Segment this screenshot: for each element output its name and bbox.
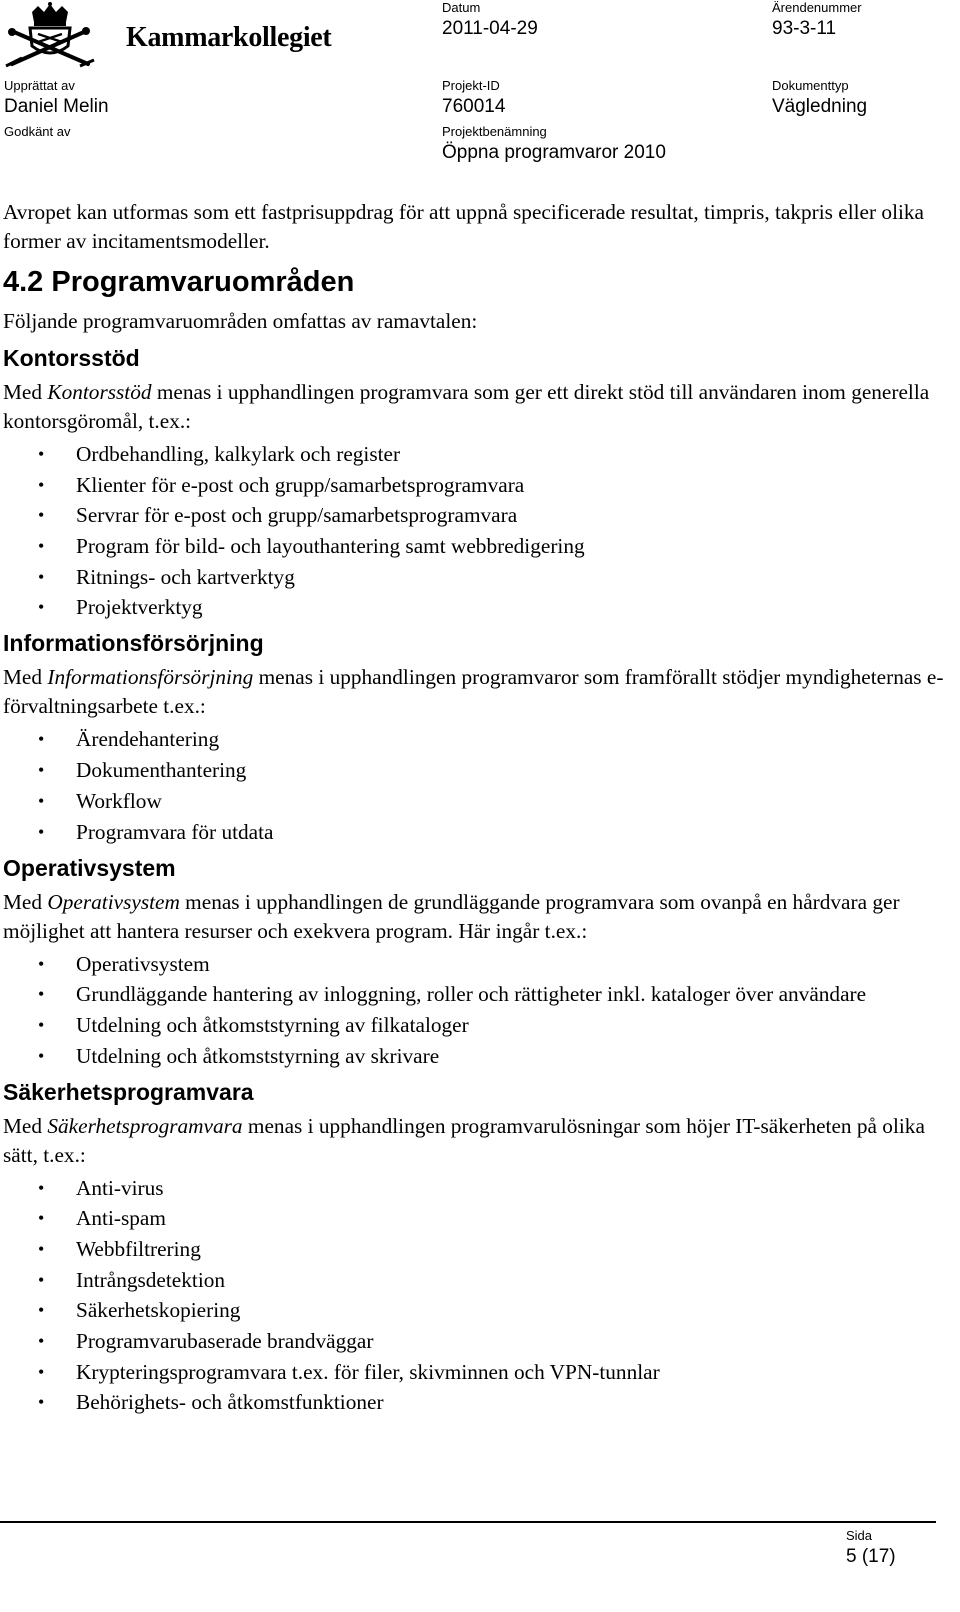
- area-sakerhetsprogramvara: [3, 1076, 953, 1417]
- area-list: [3, 950, 953, 1070]
- list-item: • Klienter för e-post och grupp/samarbetsprogramvara: [3, 471, 953, 499]
- dokumenttyp-label: Dokumenttyp: [772, 78, 849, 93]
- list-item: • Krypteringsprogramvara t.ex. för filer, skivminnen och VPN-tunnlar: [3, 1358, 953, 1386]
- projekt-id-field: [442, 78, 505, 118]
- godkant-field: [4, 124, 71, 139]
- list-item: • Ritnings- och kartverktyg: [3, 563, 953, 591]
- godkant-label: Godkänt av: [4, 124, 71, 139]
- area-heading: Informationsförsörjning: [3, 630, 264, 657]
- list-item: • Intrångsdetektion: [3, 1266, 953, 1294]
- upprattat-value: Daniel Melin: [4, 96, 109, 117]
- kammarkollegiet-logo: [4, 2, 344, 70]
- desc-term: Informationsförsörjning: [47, 665, 254, 690]
- datum-value: 2011-04-29: [442, 18, 538, 39]
- area-informationsforsorjning: [3, 627, 953, 845]
- dokumenttyp-field: [772, 78, 867, 118]
- intro-paragraph: Avropet kan utformas som ett fastprisuppdrag för att uppnå specificerade resultat, timpris, takpris eller olika former av incitamentsmodeller.: [3, 200, 925, 253]
- projekt-id-label: Projekt-ID: [442, 78, 500, 93]
- document-header: [0, 0, 960, 190]
- desc-text: menas i upphandlingen de grundläggande programvara som ovanpå en hårdvara ger möjlighet att hantera resurser och exekvera program. Här ingår t.ex.:: [3, 889, 900, 943]
- list-item: • Projektverktyg: [3, 593, 953, 621]
- arendenummer-value: 93-3-11: [772, 18, 837, 39]
- list-item: • Servrar för e-post och grupp/samarbetsprogramvara: [3, 501, 953, 529]
- area-description: [3, 663, 953, 721]
- desc-text: Med: [3, 889, 48, 914]
- arendenummer-field: [772, 0, 862, 40]
- list-item: • Program för bild- och layouthantering samt webbredigering: [3, 532, 953, 560]
- desc-text: menas i upphandlingen programvaror som framförallt stödjer myndigheternas e-förvaltningsarbete t.ex.:: [3, 665, 944, 719]
- area-list: [3, 725, 953, 845]
- document-body: [3, 198, 953, 1419]
- desc-text: menas i upphandlingen programvara som ger ett direkt stöd till användaren inom generella kontorsgöromål, t.ex.:: [3, 380, 930, 433]
- sida-label: Sida: [846, 1528, 873, 1543]
- projekt-id-value: 760014: [442, 96, 506, 117]
- area-description: [3, 1112, 953, 1170]
- section-intro: Följande programvaruområden omfattas av ramavtalen:: [3, 309, 478, 333]
- logo-wordmark: Kammarkollegiet: [126, 22, 332, 53]
- list-item: • Dokumenthantering: [3, 756, 953, 784]
- desc-term: Operativsystem: [47, 889, 180, 914]
- list-item: • Webbfiltrering: [3, 1235, 953, 1263]
- upprattat-field: [4, 78, 109, 118]
- area-description: [3, 888, 953, 946]
- area-heading: Säkerhetsprogramvara: [3, 1078, 254, 1105]
- area-kontorsstod: [3, 342, 953, 621]
- list-item: • Anti-spam: [3, 1204, 953, 1232]
- list-item: • Ärendehantering: [3, 725, 953, 753]
- list-item: • Programvarubaserade brandväggar: [3, 1327, 953, 1355]
- desc-text: menas i upphandlingen programvarulösningar som höjer IT-säkerheten på olika sätt, t.ex.:: [3, 1113, 925, 1167]
- area-list: [3, 1174, 953, 1417]
- list-item: • Ordbehandling, kalkylark och register: [3, 440, 953, 468]
- list-item: • Behörighets- och åtkomstfunktioner: [3, 1388, 953, 1416]
- list-item: • Utdelning och åtkomststyrning av filkataloger: [3, 1011, 953, 1039]
- area-list: [3, 440, 953, 621]
- footer-rule: [0, 1521, 936, 1523]
- list-item: • Operativsystem: [3, 950, 953, 978]
- list-item: • Workflow: [3, 787, 953, 815]
- desc-term: Säkerhetsprogramvara: [47, 1113, 243, 1138]
- list-item: • Programvara för utdata: [3, 818, 953, 846]
- section-heading: 4.2 Programvaruområden: [3, 266, 355, 298]
- projektbenamning-label: Projektbenämning: [442, 124, 547, 139]
- datum-label: Datum: [442, 0, 481, 15]
- area-description: [3, 378, 953, 436]
- page-number: 5 (17): [846, 1546, 896, 1567]
- list-item: • Grundläggande hantering av inloggning, roller och rättigheter inkl. kataloger över användare: [3, 980, 953, 1008]
- list-item: • Utdelning och åtkomststyrning av skrivare: [3, 1042, 953, 1070]
- list-item: • Anti-virus: [3, 1174, 953, 1202]
- area-operativsystem: [3, 852, 953, 1070]
- list-item: • Säkerhetskopiering: [3, 1296, 953, 1324]
- desc-text: Med: [3, 1113, 48, 1138]
- desc-text: Med: [3, 665, 48, 690]
- datum-field: [442, 0, 538, 40]
- dokumenttyp-value: Vägledning: [772, 96, 868, 117]
- area-heading: Kontorsstöd: [3, 345, 140, 371]
- crown-emblem-icon: [4, 2, 124, 70]
- desc-term: Kontorsstöd: [47, 380, 152, 404]
- arendenummer-label: Ärendenummer: [772, 0, 862, 15]
- projektbenamning-value: Öppna programvaror 2010: [442, 142, 666, 163]
- projektbenamning-field: [442, 124, 666, 164]
- area-heading: Operativsystem: [3, 854, 176, 881]
- upprattat-label: Upprättat av: [4, 78, 75, 93]
- desc-text: Med: [3, 380, 48, 404]
